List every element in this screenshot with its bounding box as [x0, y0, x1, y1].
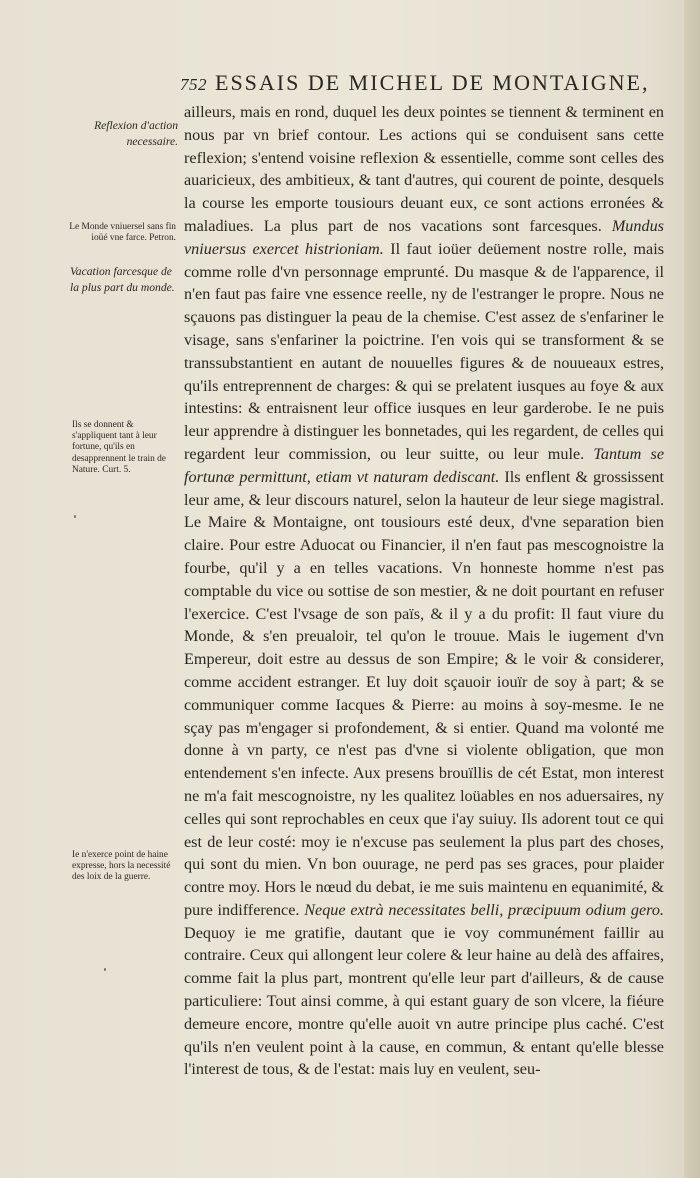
page-header	[180, 70, 680, 100]
sidenote-vacation-farcesque: Vacation farcesque de la plus part du monde.	[70, 265, 175, 294]
latin-quotation: Mundus vniuersus exercet histrioniam.	[184, 216, 664, 258]
text-segment: ailleurs, mais en rond, duquel les deux pointes se tiennent & terminent en nous par vn brief contour. Les actions qui se conduisent sans cette reflexion; s'entend voisine reflexion & essentielle, comme sont celles des auaricieux, des ambitieux, & tant d'autres, qui courent de pointe, desquels la course les emporte tousiours deuant eux, ce sont actions erronées & maladiues. La plus part de nos vacations sont farcesques.	[184, 103, 664, 235]
sidenote-reflexion: Reflexion d'action necessaire.	[94, 119, 178, 148]
latin-quotation: Tantum se fortunæ permittunt, etiam vt naturam dediscant.	[184, 444, 664, 486]
sidenote-fortune-nature: Ils se donnent & s'appliquent tant à leur fortune, qu'ils en desapprennent le train de Nature. Curt. 5.	[72, 420, 166, 475]
page-gutter	[684, 0, 700, 1178]
text-segment: Ils enflent & grossissent leur ame, & leur discours naturel, selon la hauteur de leur siege magistral. Le Maire & Montaigne, ont tousiours esté deux, d'vne separation bien claire. Pour estre Aduocat ou Financier, il n'en faut pas mescognoistre la fourbe, qu'il y a en telles vacations. Vn honneste homme n'est pas comptable du vice ou sottise de son mestier, & ne doit pourtant en refuser l'exercice. C'est l'vsage de son païs, & il y a du profit: Il faut viure du Monde, & s'en preualoir, tel qu'on le trouue. Mais le iugement d'vn Empereur, doit estre au dessus de son Empire; & le voir & considerer, comme accident estranger. Et luy doit sçauoir iouïr de soy à part; & se communiquer comme Iacques & Pierre: au moins à soy-mesme. Ie ne sçay pas m'engager si profondement, & si entier. Quand ma volonté me donne à vn party, ce n'est pas d'vne si violente obligation, que mon entendement s'en infecte. Aux presens brouïllis de cét Estat, mon interest ne m'a fait mescognoistre, ny les qualitez loüables en nos aduersaires, ny celles qui sont reprochables en ceux que i'ay suiuy. Ils adorent tout ce qui est de leur costé: moy ie n'excuse pas seulement la plus part des choses, qui sont du mien. Vn bon ouurage, ne perd pas ses graces, pour plaider contre moy. Hors le nœud du debat, ie me suis maintenu en equanimité, & pure indifference.	[184, 467, 664, 919]
main-text-block	[184, 101, 664, 1081]
ink-speck	[74, 515, 76, 518]
ink-speck	[104, 968, 106, 971]
text-segment: Il faut ioüer deüement nostre rolle, mais comme rolle d'vn personnage emprunté. Du masque & de l'apparence, il n'en faut pas faire vne essence reelle, ny de l'estranger le propre. Nous ne sçauons pas distinguer la peau de la chemise. C'est assez de s'enfariner le visage, sans s'enfariner la poictrine. I'en vois qui se transforment & se transsubstantient en autant de nouuelles figures & de nouueaux estres, qu'ils entreprennent de charges: & qui se prelatent iusques au foye & aux intestins: & entraisnent leur office iusques en leur garderobe. Ie ne puis leur apprendre à distinguer les bonnetades, qui les regardent, de celles qui regardent leur commission, ou leur suitte, ou leur mule.	[184, 239, 664, 463]
running-title: ESSAIS DE MICHEL DE MONTAIGNE,	[215, 70, 650, 95]
sidenote-haine: Ie n'exerce point de haine expresse, hors la necessité des loix de la guerre.	[72, 850, 171, 883]
latin-quotation: Neque extrà necessitates belli, præcipuum odium gero.	[304, 900, 664, 919]
sidenote-monde-farce: Le Monde vniuersel sans fin ioüé vne farce. Petron.	[69, 222, 176, 244]
page-number: 752	[180, 75, 207, 94]
text-segment: Dequoy ie me gratifie, dautant que ie voy communément faillir au contraire. Ceux qui allongent leur colere & leur haine au delà des affaires, comme fait la plus part, montrent qu'elle leur part d'ailleurs, & de cause particuliere: Tout ainsi comme, à qui estant guary de son vlcere, la fiéure demeure encore, montre qu'elle auoit vn autre principe plus caché. C'est qu'ils n'en veulent point à la cause, en commun, & entant qu'elle blesse l'interest de tous, & de l'estat: mais luy en veulent, seu-	[184, 923, 664, 1079]
